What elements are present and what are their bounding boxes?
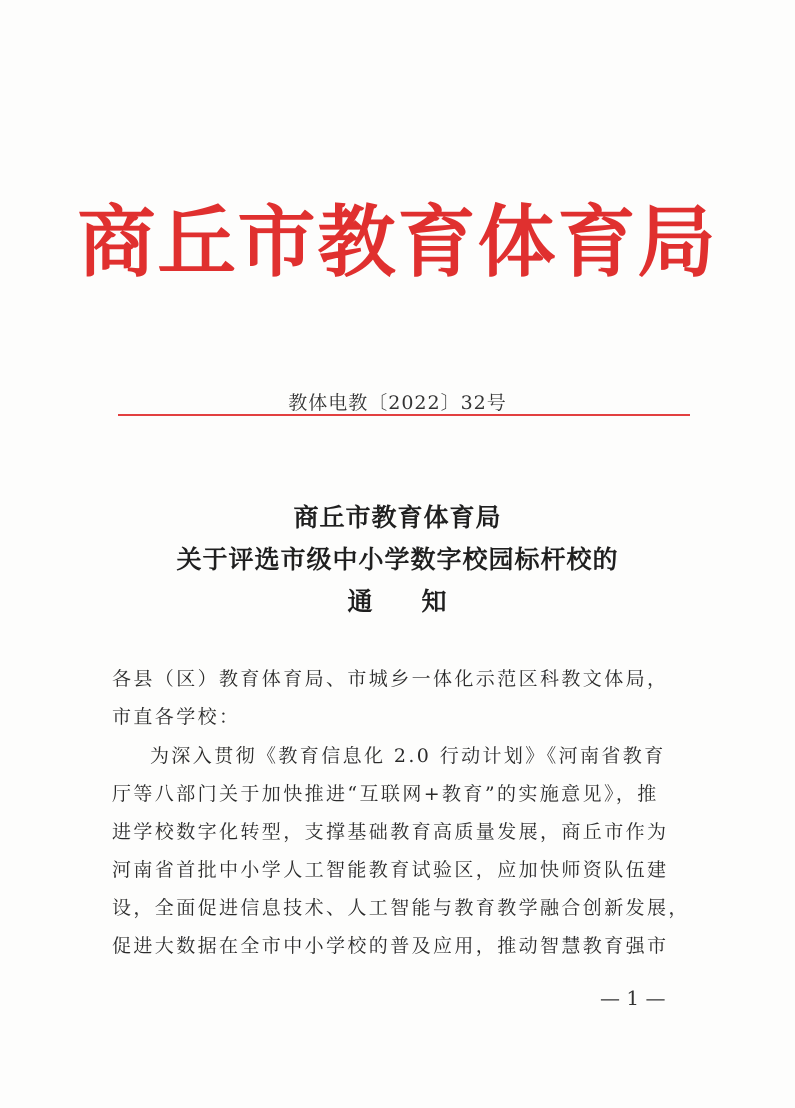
paragraph-line-4: 河南省首批中小学人工智能教育试验区，应加快师资队伍建 [112,859,669,881]
paragraph-line-6: 促进大数据在全市中小学校的普及应用，推动智慧教育强市 [112,935,669,957]
title-char-tong: 通 [347,587,374,616]
paragraph-line-5: 设，全面促进信息技术、人工智能与教育教学融合创新发展， [112,897,690,919]
paragraph-line-2: 厅等八部门关于加快推进“互联网+教育”的实施意见》，推 [112,783,659,805]
salutation-line-2: 市直各学校： [112,706,241,728]
title-char-zhi: 知 [421,587,448,616]
masthead-title: 商丘市教育体育局 [77,197,718,288]
red-divider-line [118,414,690,416]
title-line-3 [0,582,795,618]
paragraph-line-1: 为深入贯彻《教育信息化 2.0 行动计划》《河南省教育 [150,745,666,767]
title-line-1: 商丘市教育体育局 [293,503,502,532]
paragraph-line-3: 进学校数字化转型，支撑基础教育高质量发展，商丘市作为 [112,821,669,843]
title-line-2: 关于评选市级中小学数字校园标杆校的 [176,545,619,574]
salutation-line-1: 各县（区）教育体育局、市城乡一体化示范区科教文体局， [112,668,669,690]
page-number: — 1 — [600,986,666,1010]
document-number: 教体电教〔2022〕32号 [288,392,507,414]
